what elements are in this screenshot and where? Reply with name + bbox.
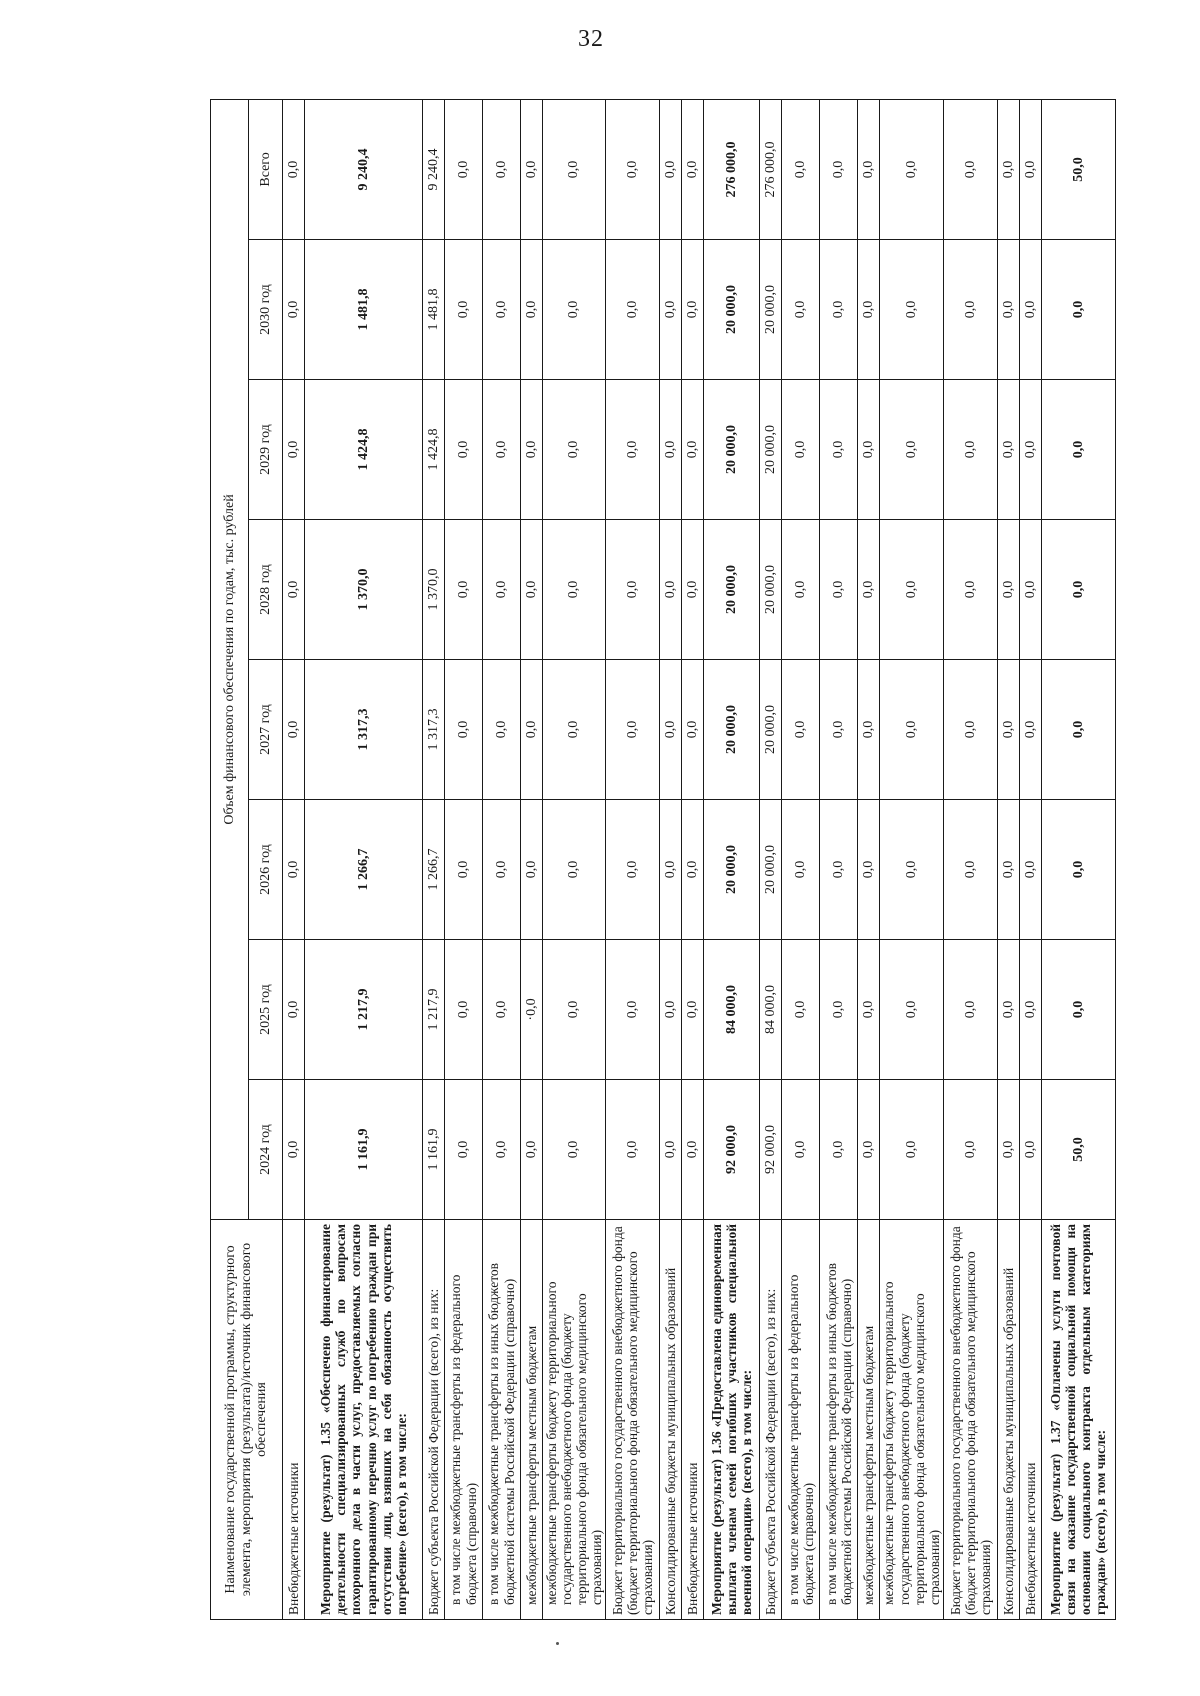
value-cell: 0,0	[1019, 800, 1041, 940]
value-cell: 20 000,0	[704, 240, 760, 380]
value-cell: 0,0	[606, 660, 660, 800]
value-cell: 0,0	[606, 240, 660, 380]
table-row	[521, 99, 543, 1619]
value-cell: 0,0	[1019, 1080, 1041, 1220]
value-cell: 0,0	[483, 1080, 521, 1220]
value-cell: 0,0	[997, 940, 1019, 1080]
value-cell: 0,0	[483, 380, 521, 520]
value-cell: 276 000,0	[704, 99, 760, 239]
value-cell: 0,0	[820, 800, 858, 940]
value-cell: 0,0	[682, 660, 704, 800]
value-cell: 9 240,4	[305, 99, 423, 239]
table-row	[682, 99, 704, 1619]
header-total: Всего	[249, 99, 283, 239]
value-cell: 0,0	[997, 800, 1019, 940]
value-cell: 1 217,9	[423, 940, 445, 1080]
value-cell: 0,0	[1019, 520, 1041, 660]
value-cell: 0,0	[820, 99, 858, 239]
value-cell: 0,0	[880, 940, 943, 1080]
value-cell: 0,0	[660, 99, 682, 239]
table-row	[760, 99, 782, 1619]
row-label: межбюджетные трансферты бюджету территориального государственного внебюджетного фонда (бюджету территориального фонда обязательного медицинского страхования)	[880, 1220, 943, 1620]
value-cell: 0,0	[660, 380, 682, 520]
value-cell: 0,0	[782, 240, 820, 380]
value-cell: 0,0	[682, 380, 704, 520]
value-cell: 0,0	[660, 520, 682, 660]
value-cell: 0,0	[858, 240, 880, 380]
value-cell: 0,0	[283, 99, 305, 239]
value-cell: 0,0	[682, 940, 704, 1080]
header-year-2029: 2029 год	[249, 380, 283, 520]
value-cell: 20 000,0	[704, 520, 760, 660]
value-cell: ·0,0	[521, 940, 543, 1080]
value-cell: 1 217,9	[305, 940, 423, 1080]
value-cell: 0,0	[682, 240, 704, 380]
row-label: Мероприятие (результат) 1.35 «Обеспечено финансирование деятельности специализированных служб по вопросам похоронного дела в части услуг, предоставляемых согласно гарантированному перечню услуг по погребению граждан при отсутствии лиц, взявших на себя обязанность осуществить погребение» (всего), в том числе:	[305, 1220, 423, 1620]
value-cell: 0,0	[1041, 660, 1115, 800]
value-cell: 0,0	[283, 660, 305, 800]
value-cell: 1 161,9	[423, 1080, 445, 1220]
value-cell: 0,0	[483, 520, 521, 660]
table-row	[997, 99, 1019, 1619]
value-cell: 1 266,7	[305, 800, 423, 940]
value-cell: 0,0	[997, 1080, 1019, 1220]
table-row	[943, 99, 997, 1619]
value-cell: 0,0	[483, 99, 521, 239]
value-cell: 0,0	[682, 520, 704, 660]
value-cell: 92 000,0	[704, 1080, 760, 1220]
value-cell: 0,0	[880, 660, 943, 800]
value-cell: 0,0	[1041, 800, 1115, 940]
value-cell: 0,0	[858, 660, 880, 800]
header-year-2027: 2027 год	[249, 660, 283, 800]
value-cell: 0,0	[483, 240, 521, 380]
value-cell: 0,0	[1041, 940, 1115, 1080]
row-label: межбюджетные трансферты местным бюджетам	[858, 1220, 880, 1620]
row-label: в том числе межбюджетные трансферты из федерального бюджета (справочно)	[445, 1220, 483, 1620]
value-cell: 0,0	[606, 520, 660, 660]
value-cell: 0,0	[660, 660, 682, 800]
value-cell: 1 161,9	[305, 1080, 423, 1220]
header-year-2030: 2030 год	[249, 240, 283, 380]
value-cell: 0,0	[483, 800, 521, 940]
row-label: в том числе межбюджетные трансферты из федерального бюджета (справочно)	[782, 1220, 820, 1620]
value-cell: 20 000,0	[760, 240, 782, 380]
value-cell: 50,0	[1041, 1080, 1115, 1220]
value-cell: 0,0	[880, 1080, 943, 1220]
row-label: Внебюджетные источники	[1019, 1220, 1041, 1620]
financing-table	[210, 99, 1116, 1620]
header-year-2025: 2025 год	[249, 940, 283, 1080]
value-cell: 0,0	[283, 520, 305, 660]
value-cell: 0,0	[483, 660, 521, 800]
value-cell: 0,0	[660, 1080, 682, 1220]
value-cell: 0,0	[858, 520, 880, 660]
value-cell: 0,0	[943, 520, 997, 660]
value-cell: 0,0	[543, 1080, 606, 1220]
value-cell: 0,0	[543, 940, 606, 1080]
value-cell: 0,0	[943, 99, 997, 239]
value-cell: 1 266,7	[423, 800, 445, 940]
value-cell: 20 000,0	[760, 520, 782, 660]
value-cell: 0,0	[880, 520, 943, 660]
value-cell: 0,0	[1019, 99, 1041, 239]
value-cell: 0,0	[606, 940, 660, 1080]
value-cell: 0,0	[283, 1080, 305, 1220]
table-row	[606, 99, 660, 1619]
value-cell: 0,0	[820, 380, 858, 520]
value-cell: 0,0	[445, 380, 483, 520]
value-cell: 0,0	[943, 1080, 997, 1220]
value-cell: 0,0	[1041, 520, 1115, 660]
value-cell: 0,0	[943, 240, 997, 380]
value-cell: 20 000,0	[704, 380, 760, 520]
value-cell: 0,0	[943, 660, 997, 800]
value-cell: 0,0	[997, 520, 1019, 660]
value-cell: 9 240,4	[423, 99, 445, 239]
value-cell: 0,0	[1041, 240, 1115, 380]
value-cell: 0,0	[782, 660, 820, 800]
row-label: Бюджет территориального государственного внебюджетного фонда (бюджет территориального фонда обязательного медицинского страхования)	[606, 1220, 660, 1620]
value-cell: 0,0	[445, 1080, 483, 1220]
table-row	[782, 99, 820, 1619]
table-row	[423, 99, 445, 1619]
row-label: Консолидированные бюджеты муниципальных образований	[997, 1220, 1019, 1620]
value-cell: 1 424,8	[305, 380, 423, 520]
value-cell: 0,0	[997, 240, 1019, 380]
value-cell: 0,0	[660, 240, 682, 380]
value-cell: 0,0	[606, 800, 660, 940]
value-cell: 0,0	[606, 99, 660, 239]
value-cell: 0,0	[483, 940, 521, 1080]
value-cell: 0,0	[782, 940, 820, 1080]
value-cell: 0,0	[521, 660, 543, 800]
value-cell: 0,0	[1019, 660, 1041, 800]
value-cell: 0,0	[858, 99, 880, 239]
row-label: Бюджет территориального государственного внебюджетного фонда (бюджет территориального фонда обязательного медицинского страхования)	[943, 1220, 997, 1620]
value-cell: 0,0	[820, 520, 858, 660]
value-cell: 0,0	[820, 940, 858, 1080]
value-cell: 0,0	[880, 240, 943, 380]
value-cell: 1 481,8	[305, 240, 423, 380]
value-cell: 1 317,3	[305, 660, 423, 800]
row-label: межбюджетные трансферты бюджету территориального государственного внебюджетного фонда (бюджету территориального фонда обязательного медицинского страхования)	[543, 1220, 606, 1620]
value-cell: 0,0	[1019, 940, 1041, 1080]
row-label: Бюджет субъекта Российской Федерации (всего), из них:	[423, 1220, 445, 1620]
header-volume-title: Объем финансового обеспечения по годам, тыс. рублей	[211, 99, 249, 1219]
table-row	[283, 99, 305, 1619]
value-cell: 20 000,0	[760, 800, 782, 940]
value-cell: 0,0	[445, 520, 483, 660]
value-cell: 0,0	[682, 99, 704, 239]
table-row	[445, 99, 483, 1619]
value-cell: 0,0	[521, 1080, 543, 1220]
value-cell: 0,0	[858, 380, 880, 520]
value-cell: 0,0	[880, 800, 943, 940]
page-number: 32	[578, 26, 604, 52]
value-cell: 0,0	[521, 240, 543, 380]
value-cell: 0,0	[606, 1080, 660, 1220]
header-name-column: Наименование государственной программы, структурного элемента, мероприятия (результата)/источник финансового обеспечения	[211, 1220, 283, 1620]
value-cell: 0,0	[782, 520, 820, 660]
row-label: Бюджет субъекта Российской Федерации (всего), из них:	[760, 1220, 782, 1620]
value-cell: 1 424,8	[423, 380, 445, 520]
value-cell: 50,0	[1041, 99, 1115, 239]
value-cell: 0,0	[543, 380, 606, 520]
value-cell: 0,0	[283, 240, 305, 380]
row-label: межбюджетные трансферты местным бюджетам	[521, 1220, 543, 1620]
header-year-2024: 2024 год	[249, 1080, 283, 1220]
header-year-2028: 2028 год	[249, 520, 283, 660]
value-cell: 20 000,0	[704, 800, 760, 940]
value-cell: 0,0	[858, 1080, 880, 1220]
value-cell: 0,0	[782, 800, 820, 940]
row-label: Мероприятие (результат) 1.36 «Предоставлена единовременная выплата членам семей погибших участников специальной военной операции» (всего), в том числе:	[704, 1220, 760, 1620]
value-cell: 0,0	[820, 1080, 858, 1220]
value-cell: 1 370,0	[423, 520, 445, 660]
value-cell: 0,0	[997, 380, 1019, 520]
value-cell: 276 000,0	[760, 99, 782, 239]
value-cell: 0,0	[858, 800, 880, 940]
row-label: Внебюджетные источники	[283, 1220, 305, 1620]
value-cell: 0,0	[782, 99, 820, 239]
table-row	[704, 99, 760, 1619]
value-cell: 0,0	[997, 99, 1019, 239]
value-cell: 0,0	[943, 380, 997, 520]
table-row	[543, 99, 606, 1619]
value-cell: 1 317,3	[423, 660, 445, 800]
scan-speck	[556, 1642, 559, 1645]
value-cell: 0,0	[543, 520, 606, 660]
value-cell: 0,0	[660, 800, 682, 940]
value-cell: 1 481,8	[423, 240, 445, 380]
value-cell: 0,0	[880, 99, 943, 239]
row-label: Консолидированные бюджеты муниципальных образований	[660, 1220, 682, 1620]
value-cell: 20 000,0	[760, 380, 782, 520]
value-cell: 0,0	[283, 380, 305, 520]
value-cell: 0,0	[445, 99, 483, 239]
value-cell: 0,0	[943, 800, 997, 940]
table-row	[660, 99, 682, 1619]
value-cell: 84 000,0	[704, 940, 760, 1080]
header-year-2026: 2026 год	[249, 800, 283, 940]
value-cell: 0,0	[682, 1080, 704, 1220]
row-label: в том числе межбюджетные трансферты из иных бюджетов бюджетной системы Российской Федерации (справочно)	[820, 1220, 858, 1620]
value-cell: 0,0	[782, 1080, 820, 1220]
value-cell: 0,0	[543, 660, 606, 800]
value-cell: 0,0	[606, 380, 660, 520]
row-label: Внебюджетные источники	[682, 1220, 704, 1620]
value-cell: 0,0	[521, 380, 543, 520]
row-label: Мероприятие (результат) 1.37 «Оплачены услуги почтовой связи на оказание государственной социальной помощи на основании социального контракта отдельным категориям граждан» (всего), в том числе:	[1041, 1220, 1115, 1620]
value-cell: 1 370,0	[305, 520, 423, 660]
value-cell: 84 000,0	[760, 940, 782, 1080]
value-cell: 0,0	[543, 99, 606, 239]
value-cell: 0,0	[682, 800, 704, 940]
value-cell: 0,0	[820, 240, 858, 380]
value-cell: 0,0	[445, 800, 483, 940]
table-row	[858, 99, 880, 1619]
value-cell: 0,0	[521, 800, 543, 940]
value-cell: 0,0	[543, 240, 606, 380]
value-cell: 0,0	[283, 940, 305, 1080]
table-row	[1041, 99, 1115, 1619]
value-cell: 0,0	[943, 940, 997, 1080]
value-cell: 0,0	[445, 660, 483, 800]
row-label: в том числе межбюджетные трансферты из иных бюджетов бюджетной системы Российской Федерации (справочно)	[483, 1220, 521, 1620]
rotated-table-container	[210, 100, 1109, 1620]
value-cell: 0,0	[660, 940, 682, 1080]
value-cell: 0,0	[1019, 240, 1041, 380]
value-cell: 20 000,0	[704, 660, 760, 800]
value-cell: 0,0	[880, 380, 943, 520]
table-header-row-1	[211, 99, 249, 1619]
value-cell: 0,0	[820, 660, 858, 800]
table-row	[880, 99, 943, 1619]
value-cell: 0,0	[445, 940, 483, 1080]
value-cell: 0,0	[997, 660, 1019, 800]
value-cell: 0,0	[543, 800, 606, 940]
value-cell: 20 000,0	[760, 660, 782, 800]
table-row	[820, 99, 858, 1619]
value-cell: 0,0	[782, 380, 820, 520]
value-cell: 0,0	[521, 99, 543, 239]
value-cell: 0,0	[1019, 380, 1041, 520]
value-cell: 0,0	[521, 520, 543, 660]
value-cell: 0,0	[1041, 380, 1115, 520]
value-cell: 92 000,0	[760, 1080, 782, 1220]
table-row	[305, 99, 423, 1619]
table-row	[1019, 99, 1041, 1619]
value-cell: 0,0	[445, 240, 483, 380]
value-cell: 0,0	[283, 800, 305, 940]
value-cell: 0,0	[858, 940, 880, 1080]
rotated-table-frame	[210, 100, 1109, 1620]
table-row	[483, 99, 521, 1619]
